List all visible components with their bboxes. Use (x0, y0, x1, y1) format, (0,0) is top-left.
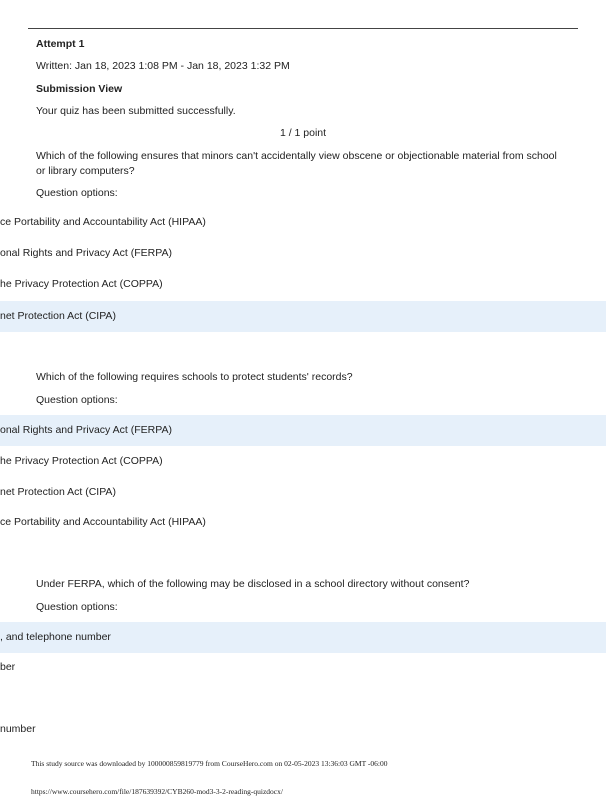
option-label: ce Portability and Accountability Act (HIPAA) (0, 216, 206, 228)
option-label: he Privacy Protection Act (COPPA) (0, 455, 163, 467)
question-1-score: 1 / 1 point (279, 127, 327, 139)
attempt-title: Attempt 1 (36, 38, 85, 50)
submission-view-label: Submission View (36, 83, 123, 95)
option-label: ce Portability and Accountability Act (HIPAA) (0, 516, 206, 528)
source-url[interactable]: https://www.coursehero.com/file/187639392/CYB260-mod3-3-2-reading-quizdocx/ (31, 787, 283, 796)
option-label: onal Rights and Privacy Act (FERPA) (0, 247, 172, 259)
option-label: , and telephone number (0, 631, 111, 643)
question-3-option-3[interactable] (0, 683, 606, 714)
attempt-written-time: Written: Jan 18, 2023 1:08 PM - Jan 18, 2023 1:32 PM (36, 60, 290, 72)
question-1-text: Which of the following ensures that minors can't accidentally view obscene or objectionable material from school or library computers? (36, 150, 557, 177)
question-2-option-2[interactable] (0, 446, 606, 477)
question-1-option-1[interactable] (0, 207, 606, 238)
option-label: net Protection Act (CIPA) (0, 486, 116, 498)
submitted-message: Your quiz has been submitted successfully. (36, 105, 236, 117)
question-3-text: Under FERPA, which of the following may be disclosed in a school directory without consent? (36, 578, 470, 590)
question-1-option-2[interactable] (0, 238, 606, 269)
question-1-option-4-selected[interactable] (0, 301, 606, 332)
option-label: ber (0, 661, 16, 673)
option-label: he Privacy Protection Act (COPPA) (0, 278, 163, 290)
question-2-option-1-selected[interactable] (0, 415, 606, 446)
top-divider (28, 28, 578, 29)
question-2-option-4[interactable] (0, 507, 606, 538)
option-label: number (0, 723, 36, 735)
option-label: onal Rights and Privacy Act (FERPA) (0, 424, 172, 436)
question-2-text: Which of the following requires schools to protect students' records? (36, 371, 353, 383)
question-1-option-3[interactable] (0, 269, 606, 300)
question-3-option-1-selected[interactable] (0, 622, 606, 653)
question-3-options-label: Question options: (36, 601, 118, 613)
question-3-option-2[interactable] (0, 652, 606, 683)
download-note: This study source was downloaded by 100000859819779 from CourseHero.com on 02-05-2023 13:36:03 GMT -06:00 (31, 759, 388, 768)
question-2-option-3[interactable] (0, 477, 606, 508)
question-2-options-label: Question options: (36, 394, 118, 406)
question-3-option-4[interactable] (0, 714, 606, 745)
option-label: net Protection Act (CIPA) (0, 310, 116, 322)
question-1-options-label: Question options: (36, 187, 118, 199)
